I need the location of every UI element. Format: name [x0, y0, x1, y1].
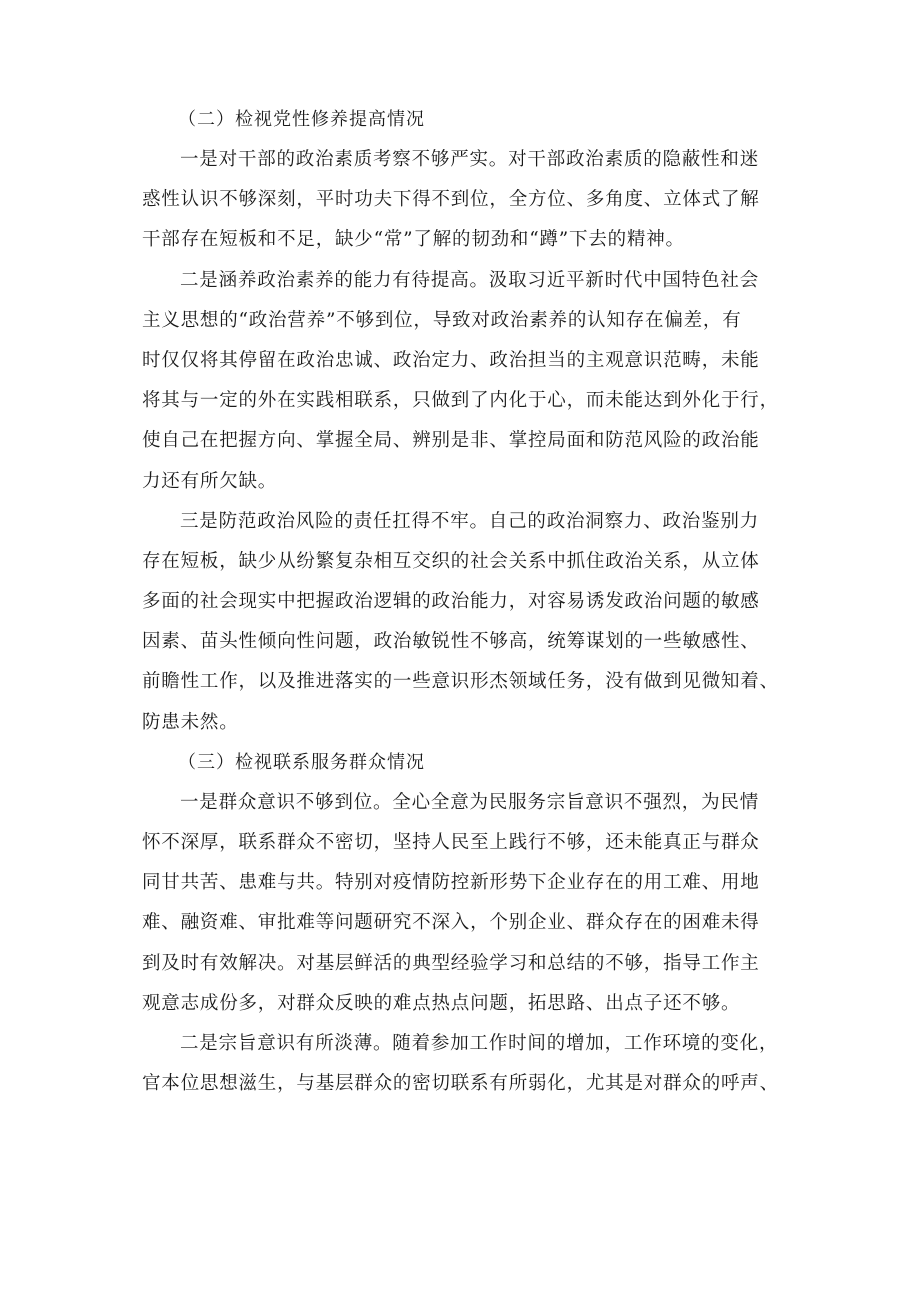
- paragraph-line: 同甘共苦、患难与共。特别对疫情防控新形势下企业存在的用工难、用地: [142, 872, 760, 894]
- paragraph-line: 多面的社会现实中把握政治逻辑的政治能力，对容易诱发政治问题的敏感: [142, 591, 760, 613]
- paragraph-line: 观意志成份多，对群众反映的难点热点问题，拓思路、出点子还不够。: [142, 992, 741, 1014]
- paragraph-line: 二是宗旨意识有所淡薄。随着参加工作时间的增加，工作环境的变化，: [180, 1032, 779, 1054]
- paragraph-line: 三是防范政治风险的责任扛得不牢。自己的政治洞察力、政治鉴别力: [180, 510, 760, 532]
- paragraph-line: 前瞻性工作，以及推进落实的一些意识形杰领域任务，没有做到见微知着、: [142, 671, 779, 693]
- paragraph: [142, 261, 787, 502]
- paragraph-line: 二是涵养政治素养的能力有待提高。汲取习近平新时代中国特色社会: [180, 269, 760, 291]
- paragraph-line: 干部存在短板和不足，缺少“常”了解的韧劲和“蹲”下去的精神。: [142, 229, 685, 251]
- paragraph-line: 怀不深厚，联系群众不密切，坚持人民至上践行不够，还未能真正与群众: [142, 832, 760, 853]
- section-heading-2: （二）检视党性修养提高情况: [178, 109, 425, 130]
- paragraph-line: 到及时有效解决。对基层鲜活的典型经验学习和总结的不够，指导工作主: [142, 952, 760, 974]
- paragraph: [142, 783, 787, 1024]
- paragraph: [142, 140, 787, 261]
- document-body: [142, 100, 787, 1104]
- section-heading-3: （三）检视联系服务群众情况: [178, 751, 425, 773]
- paragraph-line: 官本位思想滋生，与基层群众的密切联系有所弱化，尤其是对群众的呼声、: [142, 1073, 779, 1095]
- paragraph-line: 使自己在把握方向、掌握全局、辨别是非、掌控局面和防范风险的政治能: [142, 430, 760, 452]
- paragraph-line: 将其与一定的外在实践相联系，只做到了内化于心，而未能达到外化于行，: [142, 390, 779, 412]
- paragraph-line: 一是群众意识不够到位。全心全意为民服务宗旨意识不强烈，为民情: [180, 791, 760, 813]
- paragraph-line: 存在短板，缺少从纷繁复杂相互交织的社会关系中抓住政治关系，从立体: [142, 550, 760, 572]
- paragraph-line: 难、融资难、审批难等问题研究不深入，个别企业、群众存在的困难未得: [142, 912, 760, 934]
- paragraph-line: 一是对干部的政治素质考察不够严实。对干部政治素质的隐蔽性和迷: [180, 149, 760, 170]
- paragraph: [142, 502, 787, 743]
- paragraph-line: 力还有所欠缺。: [142, 470, 278, 492]
- paragraph-line: 主义思想的“政治营养”不够到位，导致对政治素养的认知存在偏差，有: [142, 309, 742, 331]
- paragraph-line: 防患未然。: [142, 711, 239, 733]
- paragraph-line: 时仅仅将其停留在政治忠诚、政治定力、政治担当的主观意识范畴，未能: [142, 349, 760, 371]
- paragraph: [142, 1024, 787, 1104]
- paragraph-line: 因素、苗头性倾向性问题，政治敏锐性不够高，统筹谋划的一些敏感性、: [142, 631, 760, 653]
- paragraph-line: 惑性认识不够深刻，平时功夫下得不到位，全方位、多角度、立体式了解: [142, 189, 760, 211]
